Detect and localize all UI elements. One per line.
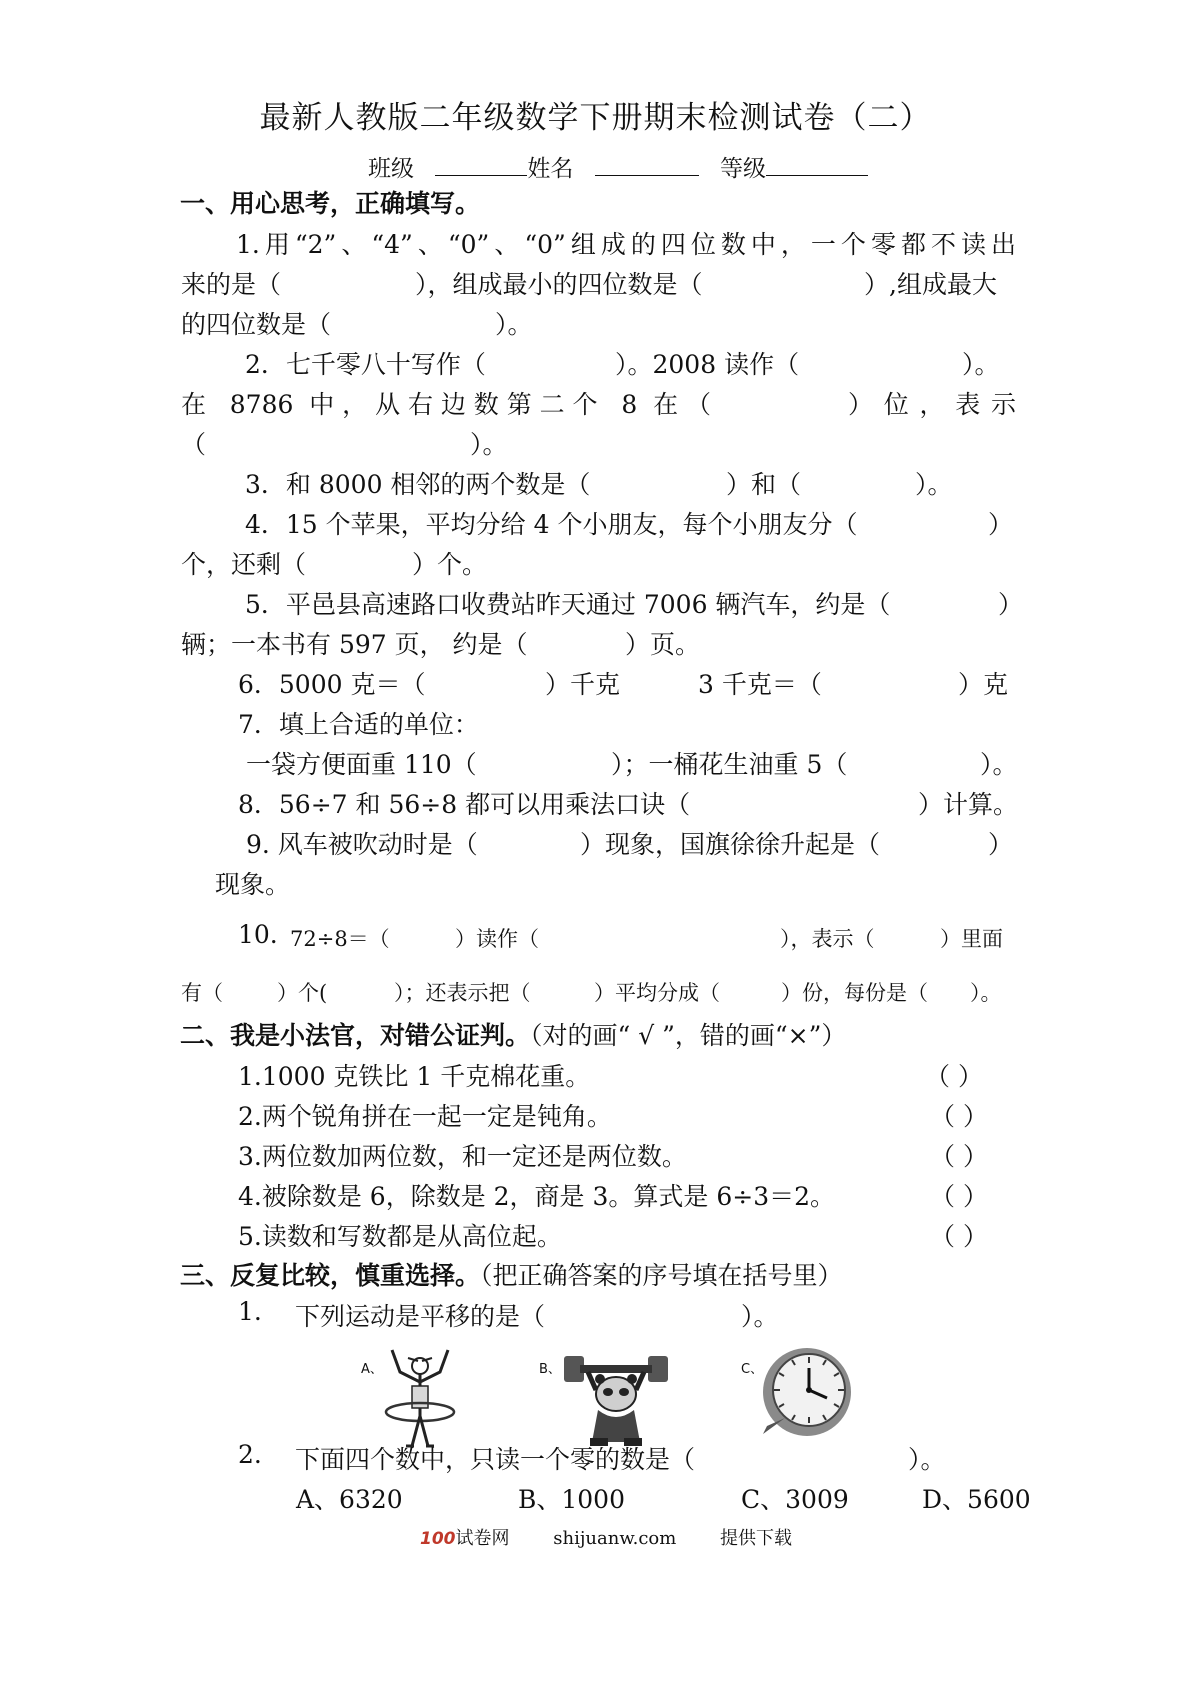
- q1-line1: 1.用“2”、“4”、“0”、“0”组成的四位数中，一个零都不读出: [236, 230, 1016, 259]
- section-3-note: （把正确答案的序号填在括号里）: [480, 1261, 843, 1290]
- page-title: 最新人教版二年级数学下册期末检测试卷（二）: [259, 100, 932, 136]
- section-2-note: （对的画“ √ ”，错的画“×”）: [530, 1021, 847, 1050]
- q2-line3a: （: [181, 430, 207, 459]
- site-name: 试卷网: [455, 1528, 510, 1549]
- judge-item-3: 3.两位数加两位数，和一定还是两位数。: [238, 1142, 687, 1171]
- weightlifting-panda-image[interactable]: [560, 1350, 672, 1450]
- q10-line2e: ）份，每份是（: [781, 981, 928, 1005]
- q10-number: 10.: [238, 920, 278, 949]
- grade-blank: [766, 153, 868, 176]
- section-1-heading: 一、用心思考，正确填写。: [180, 189, 481, 218]
- page-footer: [420, 1524, 792, 1550]
- section-2-title: 二、我是小法官，对错公证判。: [180, 1021, 531, 1050]
- q2-line1a: 2．七千零八十写作（: [245, 350, 486, 379]
- q10-line2c: ）；还表示把（: [394, 981, 531, 1005]
- q10-line1a: 72÷8＝（: [290, 927, 390, 951]
- q2-line2b: ）位，表示: [848, 390, 1016, 419]
- pic-b-label: B、: [539, 1362, 561, 1377]
- site-logo: 100: [420, 1529, 456, 1549]
- q10-line2a: 有（: [181, 981, 223, 1005]
- choice-q2-text: 下面四个数中，只读一个零的数是（: [295, 1445, 696, 1474]
- q2-line1c: ）。: [962, 350, 1000, 379]
- pic-a-label: A、: [361, 1362, 383, 1377]
- choice-q2-option-d[interactable]: D、5600: [922, 1485, 1031, 1514]
- site-url[interactable]: shijuanw.com: [553, 1528, 677, 1549]
- q6-line-d: ）克: [958, 670, 1009, 699]
- q9-line1a: 9. 风车被吹动时是（: [246, 830, 478, 859]
- judge-paren-5[interactable]: （ ）: [930, 1222, 988, 1251]
- choice-q2-option-b[interactable]: B、1000: [518, 1485, 625, 1514]
- q4-line1b: ）: [988, 510, 1014, 539]
- q9-line1c: ）: [988, 830, 1014, 859]
- q2-line1b: ）。2008 读作（: [615, 350, 800, 379]
- grade-label: 等级: [719, 156, 766, 182]
- name-blank: [595, 153, 699, 176]
- q10-line1c: ），表示（: [780, 927, 875, 951]
- choice-q1-text: 下列运动是平移的是（: [295, 1302, 546, 1331]
- q4-line1a: 4．15 个苹果，平均分给 4 个小朋友，每个小朋友分（: [245, 510, 858, 539]
- q8-line-b: ）计算。: [918, 790, 1019, 819]
- q3-line-b: ）和（: [726, 470, 802, 499]
- choice-q2-number: 2.: [238, 1440, 262, 1469]
- q5-line2b: ）页。: [625, 630, 701, 659]
- judge-paren-2[interactable]: （ ）: [930, 1102, 988, 1131]
- choice-q2-option-a[interactable]: A、6320: [296, 1485, 403, 1514]
- section-3-title: 三、反复比较，慎重选择。: [180, 1261, 481, 1290]
- q10-line2f: ）。: [970, 981, 1002, 1005]
- name-label: 姓名: [527, 156, 574, 182]
- q1-line2b: ），组成最小的四位数是（: [415, 270, 703, 299]
- q7-line-c: ）。: [980, 750, 1018, 779]
- q5-line1b: ）: [998, 590, 1024, 619]
- q3-line-a: 3．和 8000 相邻的两个数是（: [245, 470, 591, 499]
- q7-heading: 7．填上合适的单位：: [238, 710, 479, 739]
- q10-line1b: ）读作（: [455, 927, 539, 951]
- q7-line-b: ）；一桶花生油重 5（: [611, 750, 848, 779]
- q6-line-b: ）千克: [545, 670, 621, 699]
- q10-line2b: ）个(: [277, 981, 328, 1005]
- q10-line2d: ）平均分成（: [594, 981, 720, 1005]
- q3-line-c: ）。: [915, 470, 953, 499]
- clock-image[interactable]: [755, 1340, 855, 1440]
- q6-line-c: 3 千克＝（: [698, 670, 822, 699]
- class-label: 班级: [368, 156, 414, 182]
- q6-line-a: 6．5000 克＝（: [238, 670, 426, 699]
- section-2-heading: [180, 1016, 846, 1052]
- q1-line2c: ）,组成最大: [864, 270, 997, 299]
- q9-line2: 现象。: [215, 870, 291, 899]
- choice-q1-number: 1.: [238, 1297, 262, 1326]
- download-note: 提供下载: [720, 1528, 793, 1549]
- judge-item-4: 4.被除数是 6，除数是 2，商是 3。算式是 6÷3＝2。: [238, 1182, 836, 1211]
- hula-hoop-figure-image[interactable]: [378, 1342, 462, 1452]
- q1-line2a: 来的是（: [181, 270, 282, 299]
- pic-c-label: C、: [741, 1362, 764, 1377]
- q8-line-a: 8．56÷7 和 56÷8 都可以用乘法口诀（: [238, 790, 691, 819]
- q1-line3b: ）。: [495, 310, 533, 339]
- q5-line2a: 辆；一本书有 597 页， 约是（: [181, 630, 528, 659]
- q7-line-a: 一袋方便面重 110（: [246, 750, 477, 779]
- q9-line1b: ）现象，国旗徐徐升起是（: [580, 830, 881, 859]
- student-info-line: [368, 150, 868, 183]
- choice-q2-option-c[interactable]: C、3009: [741, 1485, 849, 1514]
- judge-paren-3[interactable]: （ ）: [930, 1142, 988, 1171]
- choice-q2-close: ）。: [908, 1445, 946, 1474]
- q1-line3a: 的四位数是（: [181, 310, 332, 339]
- q4-line2a: 个，还剩（: [181, 550, 307, 579]
- judge-paren-1[interactable]: （ ）: [925, 1062, 983, 1091]
- section-3-heading: [180, 1256, 843, 1292]
- judge-paren-4[interactable]: （ ）: [930, 1182, 988, 1211]
- class-blank: [435, 153, 527, 176]
- choice-q1-close: ）。: [741, 1302, 779, 1331]
- judge-item-5: 5.读数和写数都是从高位起。: [238, 1222, 562, 1251]
- q2-line2a: 在 8786 中，从右边数第二个 8 在（: [181, 390, 711, 419]
- q4-line2b: ）个。: [412, 550, 488, 579]
- q10-line1d: ）里面: [940, 927, 1003, 951]
- q2-line3b: ）。: [470, 430, 508, 459]
- q5-line1a: 5．平邑县高速路口收费站昨天通过 7006 辆汽车，约是（: [245, 590, 891, 619]
- judge-item-1: 1.1000 克铁比 1 千克棉花重。: [238, 1062, 591, 1091]
- judge-item-2: 2.两个锐角拼在一起一定是钝角。: [238, 1102, 612, 1131]
